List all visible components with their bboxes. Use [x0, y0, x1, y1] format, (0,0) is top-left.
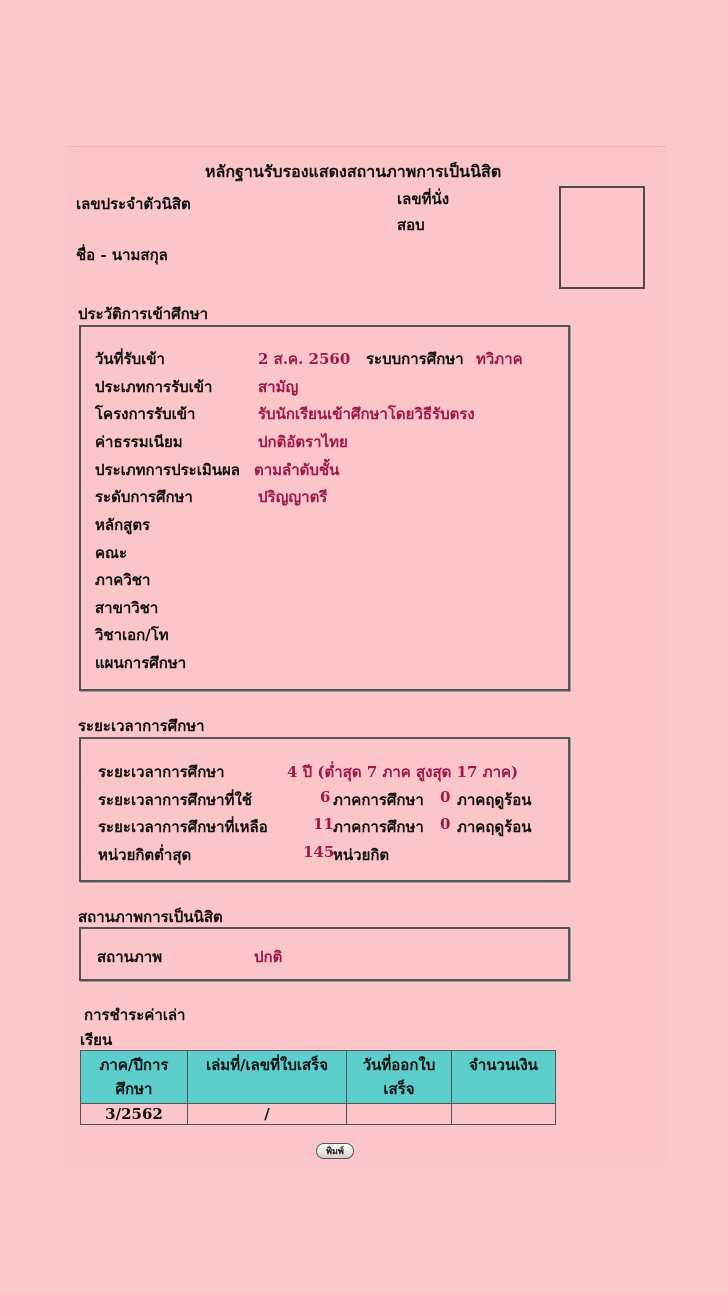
admission-row-value: รับนักเรียนเข้าศึกษาโดยวิธีรับตรง [258, 405, 475, 423]
duration-remaining-label: ระยะเวลาการศึกษาที่เหลือ [98, 818, 268, 836]
credits-unit: หน่วยกิต [333, 846, 390, 864]
credits-value: 145 [303, 843, 335, 861]
admission-row-label: ค่าธรรมเนียม [95, 433, 183, 451]
table-cell-receipt-date [347, 1104, 452, 1125]
status-label: สถานภาพ [97, 948, 163, 966]
admission-row-value: ตามลำดับชั้น [254, 461, 340, 479]
duration-total-value: 4 ปี (ต่ำสุด 7 ภาค สูงสุด 17 ภาค) [287, 763, 519, 781]
table-cell-receipt-number: / [188, 1104, 347, 1125]
study-system-value: ทวิภาค [476, 350, 523, 368]
column-header-receipt-date [347, 1051, 452, 1104]
column-header-line: จำนวนเงิน [469, 1056, 538, 1074]
study-system-label: ระบบการศึกษา [366, 350, 464, 368]
status-heading: สถานภาพการเป็นนิสิต [78, 908, 223, 926]
admission-row-label: ประเภทการรับเข้า [95, 378, 213, 396]
student-id-label: เลขประจำตัวนิสิต [76, 195, 191, 213]
semester-unit: ภาคการศึกษา [333, 791, 424, 809]
column-header-line: เสร็จ [383, 1080, 415, 1098]
column-header-line: วันที่ออกใบ [362, 1056, 436, 1074]
status-value: ปกติ [254, 948, 283, 966]
seat-number-label-line1: เลขที่นั่ง [397, 190, 450, 208]
semester-unit: ภาคการศึกษา [333, 818, 424, 836]
print-button[interactable]: พิมพ์ [316, 1143, 354, 1159]
admission-row-label: ระดับการศึกษา [95, 488, 193, 506]
duration-used-label: ระยะเวลาการศึกษาที่ใช้ [98, 791, 252, 809]
admission-row-value: ปกติอัตราไทย [258, 433, 348, 451]
table-cell-amount [452, 1104, 556, 1125]
admission-row-label: คณะ [95, 544, 128, 562]
column-header-line: ศึกษา [115, 1080, 153, 1098]
column-header-line: เล่มที่/เลขที่ใบเสร็จ [205, 1056, 328, 1074]
duration-total-label: ระยะเวลาการศึกษา [98, 763, 225, 781]
admission-row-label: สาขาวิชา [95, 599, 159, 617]
table-cell-semester: 3/2562 [81, 1104, 188, 1125]
seat-number-label-line2: สอบ [397, 216, 425, 234]
admission-date-label: วันที่รับเข้า [95, 350, 165, 368]
payment-heading-line1: การชำระค่าเล่า [84, 1006, 186, 1024]
duration-remaining-semesters: 11 [313, 815, 334, 833]
table-row [81, 1104, 556, 1125]
payment-heading-line2: เรียน [80, 1031, 113, 1049]
admission-row-value: สามัญ [258, 378, 299, 396]
name-label: ชื่อ - นามสกุล [76, 246, 168, 264]
duration-used-semesters: 6 [320, 788, 331, 806]
column-header-amount [452, 1051, 556, 1104]
admission-heading: ประวัติการเข้าศึกษา [78, 305, 209, 323]
payment-table-header [81, 1051, 556, 1104]
duration-heading: ระยะเวลาการศึกษา [78, 717, 205, 735]
duration-used-summer: 0 [440, 788, 451, 806]
payment-table [80, 1050, 556, 1125]
duration-remaining-summer: 0 [440, 815, 451, 833]
document-title: หลักฐานรับรองแสดงสถานภาพการเป็นนิสิต [205, 162, 502, 181]
admission-row-label: โครงการรับเข้า [95, 405, 196, 423]
admission-row-label: ประเภทการประเมินผล [95, 461, 240, 479]
admission-date-value: 2 ส.ค. 2560 [258, 350, 351, 368]
admission-row-label: แผนการศึกษา [95, 654, 187, 672]
column-header-line: ภาค/ปีการ [99, 1056, 169, 1074]
admission-row-label: วิชาเอก/โท [95, 626, 169, 644]
summer-unit: ภาคฤดูร้อน [457, 791, 532, 809]
summer-unit: ภาคฤดูร้อน [457, 818, 532, 836]
credits-label: หน่วยกิตต่ำสุด [98, 846, 192, 864]
admission-row-label: หลักสูตร [95, 516, 151, 534]
column-header-receipt-number [188, 1051, 347, 1104]
photo-frame [559, 186, 645, 289]
admission-row-label: ภาควิชา [95, 571, 151, 589]
column-header-semester [81, 1051, 188, 1104]
admission-row-value: ปริญญาตรี [258, 488, 328, 506]
